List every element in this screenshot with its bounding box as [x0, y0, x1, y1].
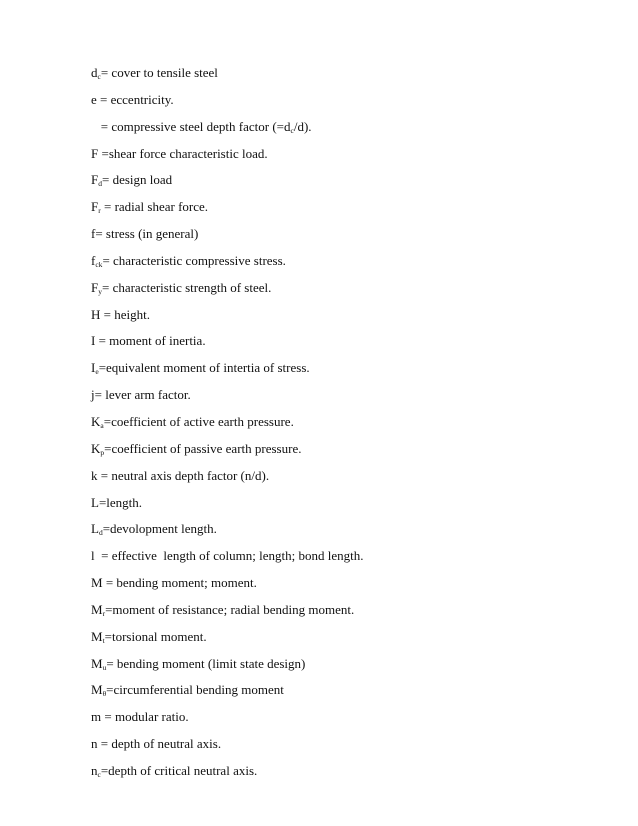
notation-entry — [91, 386, 611, 413]
notation-entry — [91, 467, 611, 494]
notation-symbol: F — [91, 172, 99, 188]
notation-definition: =circumferential bending moment — [106, 682, 284, 698]
notation-subscript: c — [97, 72, 101, 81]
notation-definition: = modular ratio. — [101, 709, 189, 725]
notation-subscript: d — [98, 528, 103, 538]
notation-symbol: M — [91, 655, 103, 671]
notation-entry — [91, 628, 611, 655]
notation-definition: =moment of resistance; radial bending moment. — [105, 601, 355, 617]
notation-symbol: f — [91, 226, 96, 242]
notation-symbol: l — [91, 548, 95, 564]
notation-definition: =equivalent moment of intertia of stress. — [98, 360, 310, 376]
notation-definition: = depth of neutral axis. — [97, 736, 222, 752]
notation-definition: = characteristic compressive stress. — [102, 252, 286, 268]
notation-entry — [91, 574, 611, 601]
notation-symbol: j — [91, 387, 95, 403]
notation-entry — [91, 145, 611, 172]
notation-subscript: e — [95, 367, 99, 377]
notation-entry — [91, 547, 611, 574]
notation-symbol: d — [91, 65, 98, 80]
notation-symbol: n — [91, 762, 98, 778]
notation-subscript: p — [100, 447, 105, 457]
notation-symbol: k — [91, 467, 98, 483]
notation-symbol: m — [91, 709, 102, 725]
notation-definition: =torsional moment. — [104, 628, 207, 644]
notation-definition: =coefficient of passive earth pressure. — [104, 440, 302, 456]
notation-symbol: n — [91, 736, 98, 752]
notation-definition: = cover to tensile steel — [100, 65, 218, 80]
notation-list — [91, 64, 611, 789]
notation-definition: =shear force characteristic load. — [98, 145, 268, 161]
notation-entry — [91, 91, 611, 118]
notation-subscript: a — [100, 420, 104, 430]
notation-definition: = design load — [101, 172, 173, 188]
notation-definition: =length. — [98, 494, 143, 510]
notation-entry — [91, 520, 611, 547]
notation-definition: = lever arm factor. — [94, 387, 191, 403]
notation-entry — [91, 332, 611, 359]
notation-entry — [91, 64, 611, 91]
notation-symbol: F — [91, 279, 99, 295]
notation-entry — [91, 762, 611, 789]
notation-definition: = effective length of column; length; bond length. — [94, 548, 364, 564]
notation-entry — [91, 171, 611, 198]
notation-entry — [91, 601, 611, 628]
notation-symbol: e — [91, 91, 97, 107]
notation-definition: =depth of critical neutral axis. — [100, 762, 258, 778]
notation-definition: = height. — [100, 306, 150, 322]
notation-entry — [91, 655, 611, 682]
notation-entry — [91, 306, 611, 333]
notation-subscript: u — [102, 662, 107, 672]
notation-subscript: d — [98, 179, 102, 189]
notation-definition: = stress (in general) — [95, 226, 199, 242]
notation-symbol: M — [91, 628, 103, 644]
notation-subscript: c — [290, 125, 294, 135]
notation-symbol: F — [91, 199, 99, 215]
notation-entry — [91, 494, 611, 521]
notation-symbol: L — [91, 494, 99, 510]
notation-symbol: M — [91, 682, 103, 698]
notation-symbol: H — [91, 306, 101, 322]
notation-subscript: c — [97, 769, 101, 779]
notation-entry — [91, 252, 611, 279]
notation-subscript: t — [102, 635, 105, 645]
notation-definition: /d). — [293, 118, 312, 134]
notation-symbol: L — [91, 521, 99, 537]
notation-symbol: F — [91, 145, 99, 161]
notation-definition: = bending moment (limit state design) — [106, 655, 306, 671]
notation-definition: = characteristic strength of steel. — [101, 279, 272, 295]
notation-definition: = compressive steel depth factor (=d — [91, 118, 291, 134]
notation-entry — [91, 413, 611, 440]
notation-definition: = moment of inertia. — [95, 333, 206, 349]
notation-symbol: M — [91, 575, 103, 591]
notation-entry — [91, 440, 611, 467]
notation-symbol: K — [91, 413, 101, 429]
notation-subscript: r — [98, 206, 101, 216]
notation-definition: =coefficient of active earth pressure. — [103, 413, 294, 429]
notation-entry — [91, 708, 611, 735]
notation-symbol: M — [91, 601, 103, 617]
notation-entry — [91, 359, 611, 386]
notation-subscript: ck — [95, 259, 103, 269]
notation-definition: = bending moment; moment. — [102, 575, 257, 591]
notation-definition: = radial shear force. — [100, 199, 209, 215]
notation-definition: = eccentricity. — [96, 91, 174, 107]
notation-symbol: K — [91, 440, 101, 456]
notation-symbol: f — [91, 252, 96, 268]
notation-symbol: I — [91, 360, 96, 376]
notation-definition: =devolopment length. — [102, 521, 217, 537]
notation-definition: = neutral axis depth factor (n/d). — [97, 467, 270, 483]
notation-entry — [91, 225, 611, 252]
notation-entry — [91, 198, 611, 225]
notation-subscript: y — [98, 286, 102, 296]
notation-entry — [91, 681, 611, 708]
notation-entry — [91, 279, 611, 306]
notation-symbol: I — [91, 333, 96, 349]
notation-subscript: θ — [102, 689, 107, 699]
notation-entry — [91, 118, 611, 145]
notation-subscript: r — [102, 608, 106, 618]
notation-entry — [91, 735, 611, 762]
